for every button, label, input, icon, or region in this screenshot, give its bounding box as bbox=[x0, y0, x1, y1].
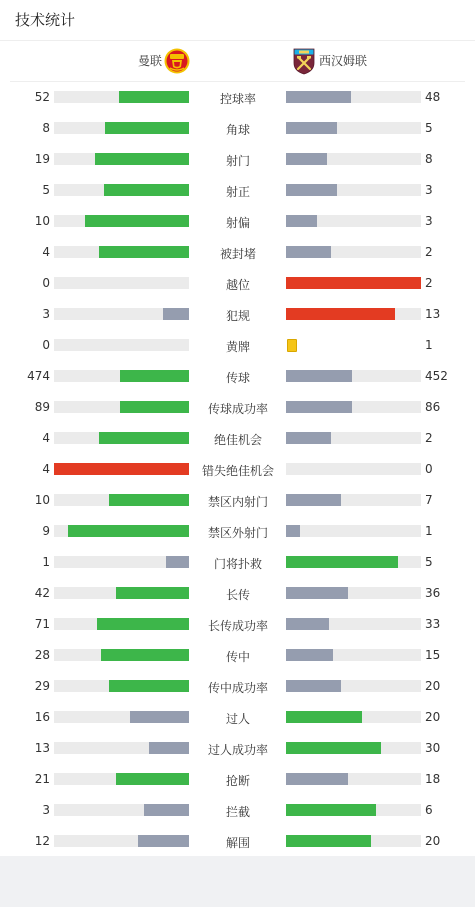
home-stat-bar-track bbox=[54, 587, 189, 599]
away-stat-bar-track bbox=[286, 91, 421, 103]
away-stat-bar bbox=[286, 587, 348, 599]
stat-label: 越位 bbox=[225, 278, 250, 292]
stat-row bbox=[0, 391, 475, 422]
home-stat-bar-track bbox=[54, 773, 189, 785]
home-stat-value: 89 bbox=[34, 400, 50, 414]
away-stat-value: 30 bbox=[425, 741, 441, 755]
home-stat-bar bbox=[95, 153, 190, 165]
stat-label: 拦截 bbox=[225, 805, 250, 819]
home-stat-value: 8 bbox=[42, 121, 50, 135]
away-stat-bar bbox=[286, 804, 376, 816]
stat-row bbox=[0, 236, 475, 267]
home-stat-bar bbox=[99, 246, 189, 258]
divider bbox=[0, 40, 475, 41]
home-stat-bar-track bbox=[54, 153, 189, 165]
home-stat-bar bbox=[99, 432, 189, 444]
stat-label: 错失绝佳机会 bbox=[201, 464, 274, 478]
stat-label: 射门 bbox=[225, 154, 250, 168]
stat-label: 黄牌 bbox=[225, 340, 250, 354]
home-stat-bar bbox=[68, 525, 190, 537]
home-stat-bar-track bbox=[54, 618, 189, 630]
away-stat-bar bbox=[286, 277, 421, 289]
away-stat-bar bbox=[286, 649, 333, 661]
away-stat-value: 5 bbox=[425, 555, 433, 569]
stat-row bbox=[0, 639, 475, 670]
away-stat-bar-track bbox=[286, 215, 421, 227]
away-stat-bar bbox=[286, 742, 381, 754]
away-stat-value: 1 bbox=[425, 524, 433, 538]
away-stat-bar bbox=[286, 401, 352, 413]
away-stat-bar-track bbox=[286, 494, 421, 506]
home-stat-bar bbox=[130, 711, 189, 723]
away-stat-bar bbox=[286, 370, 352, 382]
home-stat-value: 10 bbox=[34, 493, 50, 507]
stat-label: 射正 bbox=[225, 185, 250, 199]
home-stat-bar-track bbox=[54, 680, 189, 692]
stat-label: 犯规 bbox=[225, 309, 250, 323]
away-stat-value: 20 bbox=[425, 710, 441, 724]
home-stat-value: 52 bbox=[34, 90, 50, 104]
home-stat-bar-track bbox=[54, 401, 189, 413]
home-stat-value: 16 bbox=[34, 710, 50, 724]
stat-row bbox=[0, 453, 475, 484]
away-stat-value: 86 bbox=[425, 400, 441, 414]
away-stat-bar-track bbox=[286, 246, 421, 258]
away-stat-bar-track bbox=[286, 618, 421, 630]
home-stat-bar bbox=[120, 401, 189, 413]
away-stat-bar-track bbox=[286, 742, 421, 754]
home-stat-value: 71 bbox=[34, 617, 50, 631]
stat-row bbox=[0, 825, 475, 856]
stat-row bbox=[0, 670, 475, 701]
away-stat-bar bbox=[286, 711, 362, 723]
away-stat-value: 20 bbox=[425, 679, 441, 693]
away-stat-value: 3 bbox=[425, 214, 433, 228]
away-stat-bar-track bbox=[286, 711, 421, 723]
away-stat-value: 1 bbox=[425, 338, 433, 352]
home-stat-value: 12 bbox=[34, 834, 50, 848]
home-stat-value: 19 bbox=[34, 152, 50, 166]
stat-label: 长传 bbox=[225, 588, 250, 602]
stat-label: 传球 bbox=[225, 371, 250, 385]
stat-label: 传中成功率 bbox=[207, 681, 268, 695]
home-stat-bar bbox=[105, 122, 189, 134]
home-stat-bar bbox=[163, 308, 189, 320]
away-stat-bar-track bbox=[286, 401, 421, 413]
away-stat-value: 2 bbox=[425, 245, 433, 259]
stat-row bbox=[0, 112, 475, 143]
away-stat-bar-track bbox=[286, 370, 421, 382]
home-stat-bar bbox=[166, 556, 189, 568]
away-stat-bar-track bbox=[286, 463, 421, 475]
away-stat-bar-track bbox=[286, 122, 421, 134]
away-stat-bar-track bbox=[286, 556, 421, 568]
home-stat-bar bbox=[54, 463, 189, 475]
away-stat-value: 3 bbox=[425, 183, 433, 197]
home-stat-value: 9 bbox=[42, 524, 50, 538]
stat-row bbox=[0, 360, 475, 391]
home-stat-value: 474 bbox=[27, 369, 50, 383]
stat-label: 被封堵 bbox=[219, 247, 256, 261]
stat-row bbox=[0, 298, 475, 329]
stat-row bbox=[0, 577, 475, 608]
away-stat-value: 8 bbox=[425, 152, 433, 166]
home-stat-bar bbox=[116, 773, 189, 785]
away-stat-value: 0 bbox=[425, 462, 433, 476]
west-ham-crest-icon[interactable] bbox=[292, 48, 316, 75]
home-stat-value: 1 bbox=[42, 555, 50, 569]
away-stat-bar-track bbox=[286, 835, 421, 847]
stat-row bbox=[0, 794, 475, 825]
stat-row bbox=[0, 143, 475, 174]
away-stat-bar bbox=[286, 680, 341, 692]
away-stat-bar bbox=[286, 835, 371, 847]
away-stat-value: 7 bbox=[425, 493, 433, 507]
stat-label: 抢断 bbox=[225, 774, 250, 788]
away-stat-bar-track bbox=[286, 432, 421, 444]
away-stat-bar-track bbox=[286, 308, 421, 320]
stat-row bbox=[0, 546, 475, 577]
home-stat-bar-track bbox=[54, 184, 189, 196]
away-stat-value: 5 bbox=[425, 121, 433, 135]
yellow-card-icon bbox=[287, 339, 297, 352]
stat-row bbox=[0, 81, 475, 112]
home-stat-bar bbox=[144, 804, 189, 816]
away-stat-bar-track bbox=[286, 804, 421, 816]
home-stat-bar-track bbox=[54, 463, 189, 475]
home-stat-bar-track bbox=[54, 308, 189, 320]
away-stat-bar-track bbox=[286, 184, 421, 196]
home-stat-bar bbox=[149, 742, 190, 754]
home-stat-bar-track bbox=[54, 649, 189, 661]
home-stat-value: 5 bbox=[42, 183, 50, 197]
home-stat-value: 3 bbox=[42, 803, 50, 817]
stat-label: 禁区内射门 bbox=[207, 495, 268, 509]
stat-row bbox=[0, 515, 475, 546]
home-stat-bar bbox=[104, 184, 189, 196]
stat-label: 门将扑救 bbox=[213, 557, 262, 571]
stat-row bbox=[0, 267, 475, 298]
away-stat-bar-track bbox=[286, 649, 421, 661]
stat-label: 传中 bbox=[225, 650, 250, 664]
away-stat-value: 36 bbox=[425, 586, 441, 600]
home-stat-bar-track bbox=[54, 370, 189, 382]
away-stat-value: 6 bbox=[425, 803, 433, 817]
home-stat-value: 29 bbox=[34, 679, 50, 693]
stat-row bbox=[0, 329, 475, 360]
away-stat-bar-track bbox=[286, 153, 421, 165]
home-stat-bar-track bbox=[54, 277, 189, 289]
away-stat-bar-track bbox=[286, 680, 421, 692]
stat-label: 过人成功率 bbox=[207, 743, 268, 757]
home-stat-bar-track bbox=[54, 494, 189, 506]
home-stat-bar-track bbox=[54, 804, 189, 816]
away-stat-value: 2 bbox=[425, 276, 433, 290]
stat-label: 绝佳机会 bbox=[213, 433, 262, 447]
home-stat-bar bbox=[85, 215, 189, 227]
home-stat-value: 21 bbox=[34, 772, 50, 786]
away-stat-bar bbox=[286, 773, 348, 785]
home-stat-bar bbox=[120, 370, 189, 382]
home-stat-bar-track bbox=[54, 215, 189, 227]
home-stat-value: 3 bbox=[42, 307, 50, 321]
home-stat-bar bbox=[101, 649, 189, 661]
home-stat-bar-track bbox=[54, 835, 189, 847]
away-stat-value: 13 bbox=[425, 307, 441, 321]
stat-row bbox=[0, 701, 475, 732]
away-stat-bar bbox=[286, 494, 341, 506]
away-stat-value: 15 bbox=[425, 648, 441, 662]
stats-list bbox=[0, 81, 475, 856]
away-stat-bar bbox=[286, 618, 329, 630]
away-stat-bar-track bbox=[286, 587, 421, 599]
home-stat-value: 4 bbox=[42, 431, 50, 445]
away-stat-bar bbox=[286, 184, 337, 196]
home-stat-bar-track bbox=[54, 525, 189, 537]
stat-label: 过人 bbox=[225, 712, 250, 726]
away-stat-value: 2 bbox=[425, 431, 433, 445]
away-stat-bar bbox=[286, 246, 331, 258]
home-stat-bar-track bbox=[54, 91, 189, 103]
home-stat-value: 10 bbox=[34, 214, 50, 228]
home-stat-bar bbox=[97, 618, 189, 630]
away-stat-bar bbox=[286, 215, 317, 227]
home-stat-bar-track bbox=[54, 339, 189, 351]
home-stat-bar-track bbox=[54, 122, 189, 134]
stat-label: 射偏 bbox=[225, 216, 250, 230]
stat-label: 禁区外射门 bbox=[207, 526, 268, 540]
manchester-united-crest-icon[interactable] bbox=[164, 48, 190, 74]
away-stat-value: 18 bbox=[425, 772, 441, 786]
stat-row bbox=[0, 763, 475, 794]
away-team-name[interactable]: 西汉姆联 bbox=[319, 54, 368, 68]
home-stat-bar-track bbox=[54, 556, 189, 568]
away-stat-value: 48 bbox=[425, 90, 441, 104]
page-title: 技术统计 bbox=[15, 11, 76, 29]
stat-row bbox=[0, 608, 475, 639]
away-stat-bar-track bbox=[286, 277, 421, 289]
stat-row bbox=[0, 732, 475, 763]
away-stat-bar bbox=[286, 308, 395, 320]
home-stat-bar-track bbox=[54, 432, 189, 444]
home-stat-bar bbox=[116, 587, 189, 599]
away-stat-bar bbox=[286, 122, 337, 134]
home-stat-value: 42 bbox=[34, 586, 50, 600]
home-stat-value: 28 bbox=[34, 648, 50, 662]
stat-label: 解围 bbox=[225, 836, 250, 850]
home-stat-bar bbox=[138, 835, 189, 847]
away-stat-bar bbox=[286, 91, 351, 103]
away-stat-value: 452 bbox=[425, 369, 448, 383]
stat-row bbox=[0, 422, 475, 453]
home-stat-bar bbox=[109, 680, 189, 692]
home-stat-value: 4 bbox=[42, 245, 50, 259]
home-stat-bar bbox=[119, 91, 189, 103]
stat-label: 角球 bbox=[225, 123, 250, 137]
home-team-name[interactable]: 曼联 bbox=[137, 54, 162, 68]
away-stat-bar-track bbox=[286, 773, 421, 785]
home-stat-bar bbox=[109, 494, 189, 506]
stat-label: 长传成功率 bbox=[207, 619, 268, 633]
away-stat-bar bbox=[286, 153, 327, 165]
away-stat-value: 20 bbox=[425, 834, 441, 848]
home-stat-bar-track bbox=[54, 246, 189, 258]
home-stat-value: 4 bbox=[42, 462, 50, 476]
stat-row bbox=[0, 205, 475, 236]
stat-row bbox=[0, 174, 475, 205]
away-stat-bar bbox=[286, 556, 398, 568]
away-stat-bar-track bbox=[286, 525, 421, 537]
away-stat-value: 33 bbox=[425, 617, 441, 631]
home-stat-value: 13 bbox=[34, 741, 50, 755]
home-stat-bar-track bbox=[54, 742, 189, 754]
stat-row bbox=[0, 484, 475, 515]
stat-label: 传球成功率 bbox=[207, 402, 268, 416]
home-stat-value: 0 bbox=[42, 276, 50, 290]
home-stat-value: 0 bbox=[42, 338, 50, 352]
home-stat-bar-track bbox=[54, 711, 189, 723]
stat-label: 控球率 bbox=[219, 92, 256, 106]
away-stat-bar bbox=[286, 432, 331, 444]
away-stat-bar bbox=[286, 525, 300, 537]
